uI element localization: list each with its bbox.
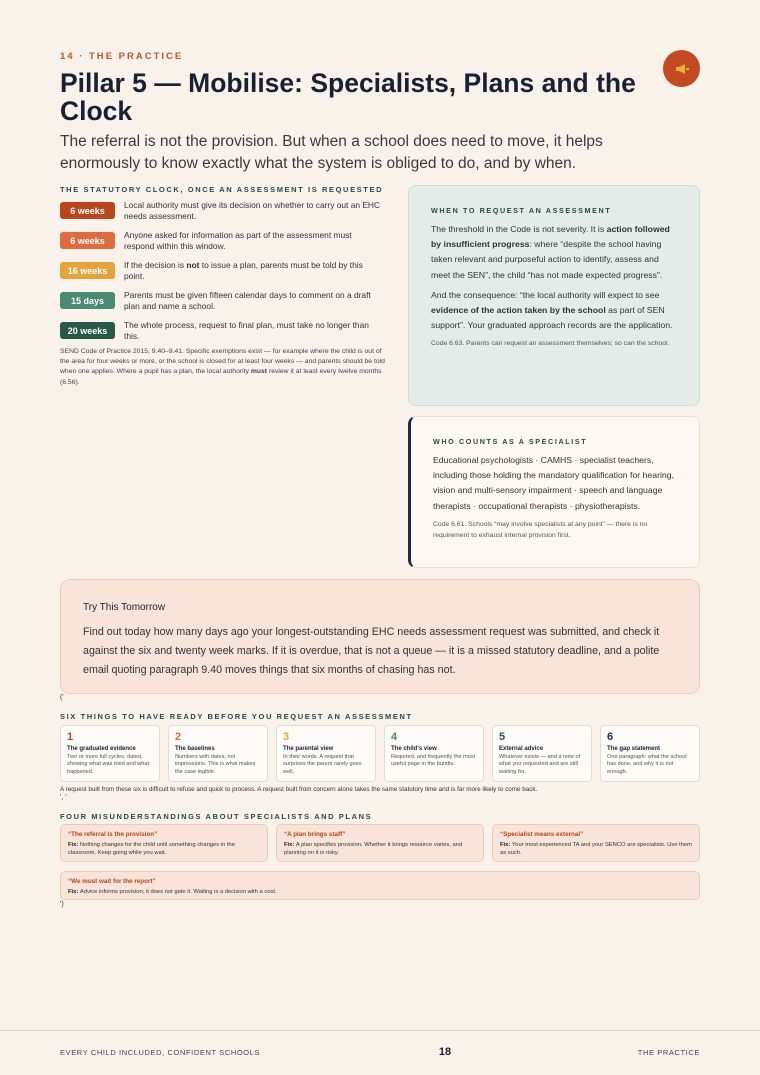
- checklist-description: In their words. A request that surprises the parent rarely goes well.: [283, 754, 362, 775]
- checklist-card: [276, 725, 376, 782]
- misunderstanding-card: [60, 871, 700, 900]
- misunderstanding-card: [492, 824, 700, 862]
- footer-divider: [0, 1030, 760, 1031]
- checklist-number: 3: [283, 731, 290, 743]
- misunderstanding-title: “A plan brings staff”: [284, 831, 346, 838]
- checklist-title: The baselines: [175, 746, 215, 752]
- deadline-description: Anyone asked for information as part of the assessment must respond within this window.: [124, 230, 352, 251]
- clock-row: [60, 320, 385, 341]
- checklist-title: The child's view: [391, 746, 437, 752]
- misunderstanding-fix: Fix: Advice informs provision; it does not gate it. Waiting is a decision with a cost.: [68, 889, 277, 895]
- page-title: Pillar 5 — Mobilise: Specialists, Plans and the Clock: [60, 68, 636, 126]
- checklist-card: [492, 725, 592, 782]
- six-things-grid: [60, 725, 700, 782]
- checklist-card: [168, 725, 268, 782]
- checklist-number: 4: [391, 731, 398, 743]
- checklist-title: The graduated evidence: [67, 746, 136, 752]
- misunderstandings-label: FOUR MISUNDERSTANDINGS ABOUT SPECIALISTS AND PLANS: [60, 812, 373, 821]
- deadline-pill: 6 weeks: [60, 232, 115, 249]
- try-this-tomorrow-box: [60, 579, 700, 694]
- stray-mark-2: ', ': [60, 794, 67, 801]
- misunderstanding-title: “Specialist means external”: [500, 831, 584, 838]
- deadline-pill: 6 weeks: [60, 202, 115, 219]
- checklist-number: 5: [499, 731, 506, 743]
- clock-source-note: SEND Code of Practice 2015, 9.40–9.41. Specific exemptions exist — for example where the child is out of the area for four weeks or more, or the school is closed for at least four weeks — and parents should be told when one applies. Where a pupil has a plan, the local authority must review it at least every twelve months (6.56).: [60, 348, 385, 386]
- misunderstanding-fix: Fix: A plan specifies provision. Whether it brings resource varies, and planning on it is risky.: [284, 842, 463, 856]
- checklist-number: 6: [607, 731, 614, 743]
- checklist-title: The gap statement: [607, 746, 661, 752]
- specialist-card-paragraph: Educational psychologists · CAMHS · specialist teachers, including those holding the mandatory qualification for hearing, vision and multi-sensory impairment · speech and language therapists · occupational therapists · physiotherapists.: [433, 455, 674, 511]
- when-card-label: WHEN TO REQUEST AN ASSESSMENT: [431, 206, 612, 215]
- checklist-description: Numbers with dates, not impressions. This is what makes the case legible.: [175, 754, 256, 775]
- deadline-description: If the decision is not to issue a plan, parents must be told by this point.: [124, 260, 363, 281]
- checklist-description: Required, and frequently the most useful page in the bundle.: [391, 754, 476, 768]
- checklist-description: Two or more full cycles, dated, showing what was tried and what happened.: [67, 754, 150, 775]
- checklist-number: 1: [67, 731, 74, 743]
- try-this-tomorrow-body: Find out today how many days ago your longest-outstanding EHC needs assessment request was submitted, and check it against the six and twenty week marks. If it is overdue, that is not a queue — it is a missed statutory deadline, and a polite email quoting paragraph 9.40 moves things that six months of chasing has not.: [83, 626, 660, 676]
- when-to-request-card: [408, 185, 700, 406]
- stray-mark-3: '): [60, 901, 64, 908]
- deadline-description: Local authority must give its decision on whether to carry out an EHC needs assessment.: [124, 200, 381, 221]
- six-things-label: SIX THINGS TO HAVE READY BEFORE YOU REQUEST AN ASSESSMENT: [60, 712, 413, 721]
- specialist-card-note: Code 6.61. Schools “may involve specialists at any point” — there is no requirement to exhaust internal provision first.: [433, 520, 648, 539]
- clock-row: [60, 290, 385, 311]
- clock-row: [60, 200, 385, 221]
- checklist-card: [600, 725, 700, 782]
- clock-row: [60, 260, 385, 281]
- specialist-card-label: WHO COUNTS AS A SPECIALIST: [433, 437, 588, 446]
- deadline-pill: 15 days: [60, 292, 115, 309]
- clock-row: [60, 230, 385, 251]
- deadline-description: The whole process, request to final plan, must take no longer than this.: [124, 320, 369, 341]
- misunderstanding-title: “The referral is the provision”: [68, 831, 158, 838]
- misunderstanding-fix: Fix: Your most experienced TA and your SENCO are specialists. Use them as such.: [500, 842, 692, 856]
- clock-section-label: THE STATUTORY CLOCK, ONCE AN ASSESSMENT IS REQUESTED: [60, 185, 384, 194]
- misunderstanding-fix: Fix: Nothing changes for the child until something changes in the classroom. Keep going while you wait.: [68, 842, 235, 856]
- checklist-title: External advice: [499, 746, 544, 752]
- megaphone-icon: [663, 50, 700, 87]
- checklist-description: One paragraph: what the school has done, and why it is not enough.: [607, 754, 687, 775]
- checklist-card: [384, 725, 484, 782]
- specialist-card: [408, 416, 700, 568]
- when-card-paragraph-1: The threshold in the Code is not severity. It is action followed by insufficient progress: where “despite the school having taken relevant and purposeful action to identify, assess and meet the SEN”, the child “has not made expected progress”.: [431, 224, 670, 280]
- deadline-pill: 16 weeks: [60, 262, 115, 279]
- section-kicker: 14 · THE PRACTICE: [60, 51, 184, 62]
- deadline-description: Parents must be given fifteen calendar days to comment on a draft plan and name a school.: [124, 290, 371, 311]
- when-card-paragraph-2: And the consequence: “the local authority will expect to see evidence of the action taken by the school as part of SEN support”. Your graduated approach records are the application.: [431, 289, 673, 331]
- misunderstanding-card: [60, 824, 268, 862]
- checklist-card: [60, 725, 160, 782]
- checklist-description: Whatever exists — and a note of what you requested and are still waiting for.: [499, 754, 581, 775]
- six-things-note: A request built from these six is difficult to refuse and quick to process. A request built from concern alone takes the same statutory time and is far more likely to come back.: [60, 786, 538, 793]
- misunderstanding-title: “We must wait for the report”: [68, 878, 156, 885]
- try-this-tomorrow-heading: Try This Tomorrow: [83, 602, 166, 613]
- misunderstandings-row: [60, 824, 700, 862]
- misunderstanding-card: [276, 824, 484, 862]
- when-card-note: Code 6.63. Parents can request an assessment themselves; so can the school.: [431, 340, 670, 348]
- statutory-clock-list: [60, 200, 385, 350]
- checklist-number: 2: [175, 731, 182, 743]
- checklist-title: The parental view: [283, 746, 334, 752]
- footer-publication: EVERY CHILD INCLUDED, CONFIDENT SCHOOLS: [60, 1048, 261, 1057]
- footer-section: THE PRACTICE: [637, 1048, 700, 1057]
- page-lede: The referral is not the provision. But when a school does need to move, it helps enormously to know exactly what the system is obliged to do, and by when.: [60, 133, 603, 172]
- deadline-pill: 20 weeks: [60, 322, 115, 339]
- page-number: 18: [438, 1046, 452, 1058]
- stray-mark-1: (': [60, 694, 64, 701]
